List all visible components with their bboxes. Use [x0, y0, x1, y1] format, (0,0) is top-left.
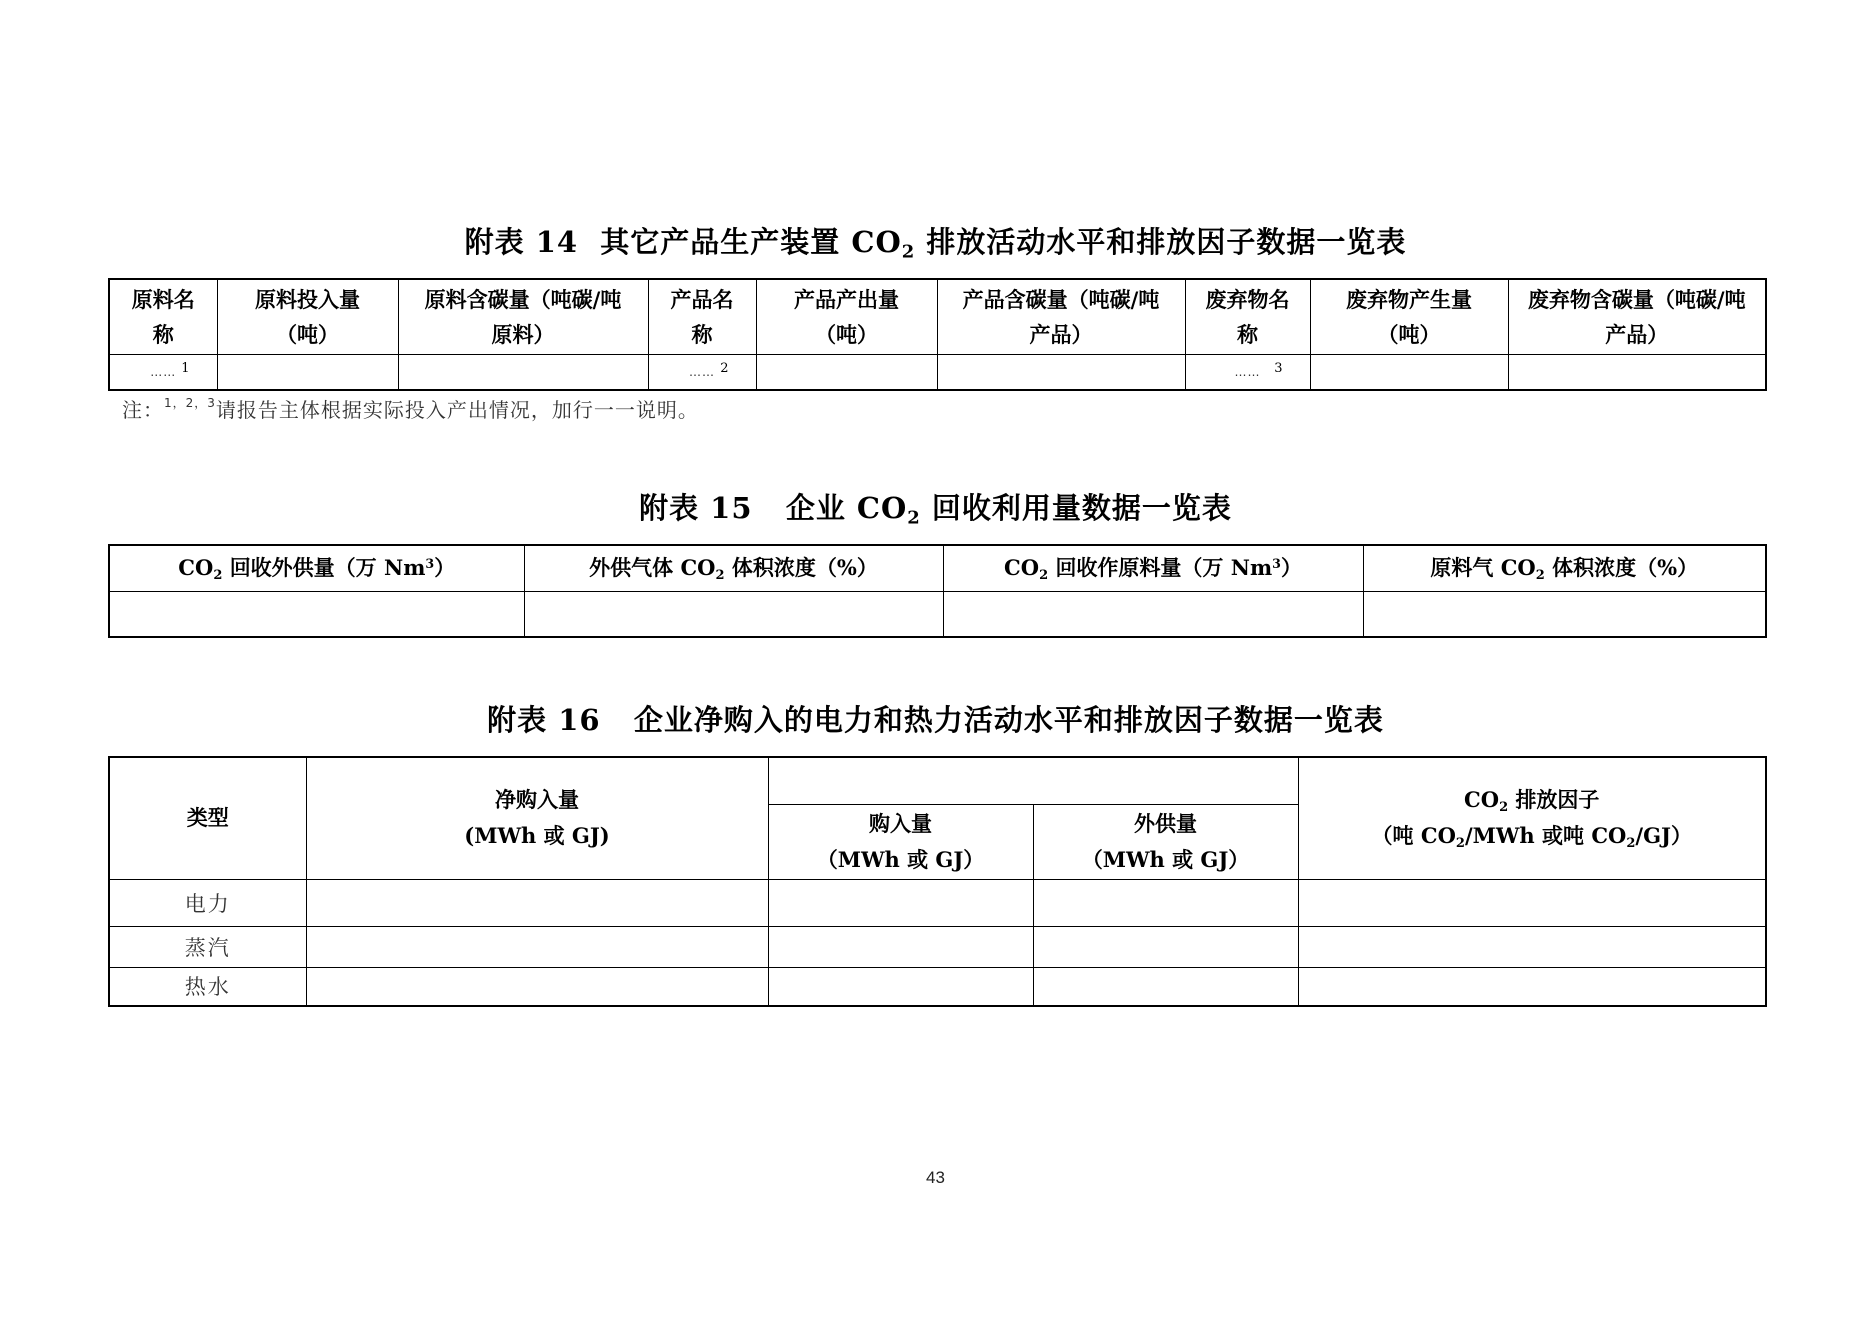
- cell-product-name[interactable]: …… 2: [648, 354, 756, 390]
- table14-header-row: [109, 279, 1766, 354]
- table16-row-electricity: [109, 879, 1766, 926]
- table16-header-row-1: [109, 757, 1766, 804]
- header-supply-out: 外供量 （MWh 或 GJ）: [1033, 804, 1298, 879]
- cell-waste-name[interactable]: …… 3: [1185, 354, 1310, 390]
- header-supply-concentration: 外供气体 $CO_2$ 体积浓度（%）: [524, 545, 943, 591]
- table14-title: 附表 14 其它产品生产装置 $CO_2$ 排放活动水平和排放因子数据一览表: [464, 225, 1407, 263]
- cell-purchase[interactable]: [768, 967, 1033, 1006]
- cell-product-carbon[interactable]: [937, 354, 1185, 390]
- cell-waste-amount[interactable]: [1310, 354, 1508, 390]
- table15-title: 附表 15 企业 $CO_2$ 回收利用量数据一览表: [639, 491, 1232, 529]
- row-label-electricity: 电力: [109, 879, 306, 926]
- header-purchase: 购入量 （MWh 或 GJ）: [768, 804, 1033, 879]
- table16: [108, 756, 1767, 1007]
- cell-net[interactable]: [306, 926, 768, 967]
- table15: [108, 544, 1767, 638]
- cell-purchase[interactable]: [768, 879, 1033, 926]
- header-co2-supply: $CO_2$ 回收外供量（万 Nm$^3$）: [109, 545, 524, 591]
- header-waste-amount: 废弃物产生量 （吨）: [1310, 279, 1508, 354]
- cell-material-name[interactable]: …… 1: [109, 354, 217, 390]
- cell-net[interactable]: [306, 967, 768, 1006]
- table15-header-row: [109, 545, 1766, 591]
- header-feed-concentration: 原料气 $CO_2$ 体积浓度（%）: [1363, 545, 1766, 591]
- header-emission-factor: $CO_2$ 排放因子 （吨 $CO_2$/MWh 或吨 $CO_2/GJ$）: [1298, 757, 1766, 879]
- cell-purchase[interactable]: [768, 926, 1033, 967]
- cell-supply-concentration[interactable]: [524, 591, 943, 637]
- cell-factor[interactable]: [1298, 926, 1766, 967]
- cell-feed-concentration[interactable]: [1363, 591, 1766, 637]
- row-label-hotwater: 热水: [109, 967, 306, 1006]
- header-product-name: 产品名 称: [648, 279, 756, 354]
- cell-co2-supply[interactable]: [109, 591, 524, 637]
- header-material-name: 原料名 称: [109, 279, 217, 354]
- header-empty-span: [768, 757, 1298, 804]
- cell-net[interactable]: [306, 879, 768, 926]
- cell-factor[interactable]: [1298, 879, 1766, 926]
- table14: [108, 278, 1767, 391]
- page-number: 43: [926, 1168, 945, 1187]
- table16-row-hotwater: [109, 967, 1766, 1006]
- table16-row-steam: [109, 926, 1766, 967]
- cell-factor[interactable]: [1298, 967, 1766, 1006]
- cell-waste-carbon[interactable]: [1508, 354, 1766, 390]
- cell-supply[interactable]: [1033, 967, 1298, 1006]
- header-co2-feedstock: $CO_2$ 回收作原料量（万 Nm$^3$）: [943, 545, 1363, 591]
- table16-title: 附表 16 企业净购入的电力和热力活动水平和排放因子数据一览表: [487, 703, 1384, 737]
- cell-material-carbon[interactable]: [398, 354, 648, 390]
- header-net-purchase: 净购入量 (MWh 或 GJ): [306, 757, 768, 879]
- header-material-carbon: 原料含碳量（吨碳/吨 原料）: [398, 279, 648, 354]
- header-product-output: 产品产出量 （吨）: [756, 279, 937, 354]
- header-material-input: 原料投入量 （吨）: [217, 279, 398, 354]
- cell-supply[interactable]: [1033, 879, 1298, 926]
- header-waste-name: 废弃物名 称: [1185, 279, 1310, 354]
- cell-product-output[interactable]: [756, 354, 937, 390]
- cell-material-input[interactable]: [217, 354, 398, 390]
- table14-data-row: [109, 354, 1766, 390]
- table15-data-row: [109, 591, 1766, 637]
- cell-co2-feedstock[interactable]: [943, 591, 1363, 637]
- header-waste-carbon: 废弃物含碳量（吨碳/吨 产品）: [1508, 279, 1766, 354]
- table14-note: 注：$^{1,2,3}$请报告主体根据实际投入产出情况，加行一一说明。: [122, 396, 699, 422]
- row-label-steam: 蒸汽: [109, 926, 306, 967]
- header-type: 类型: [109, 757, 306, 879]
- header-product-carbon: 产品含碳量（吨碳/吨 产品）: [937, 279, 1185, 354]
- cell-supply[interactable]: [1033, 926, 1298, 967]
